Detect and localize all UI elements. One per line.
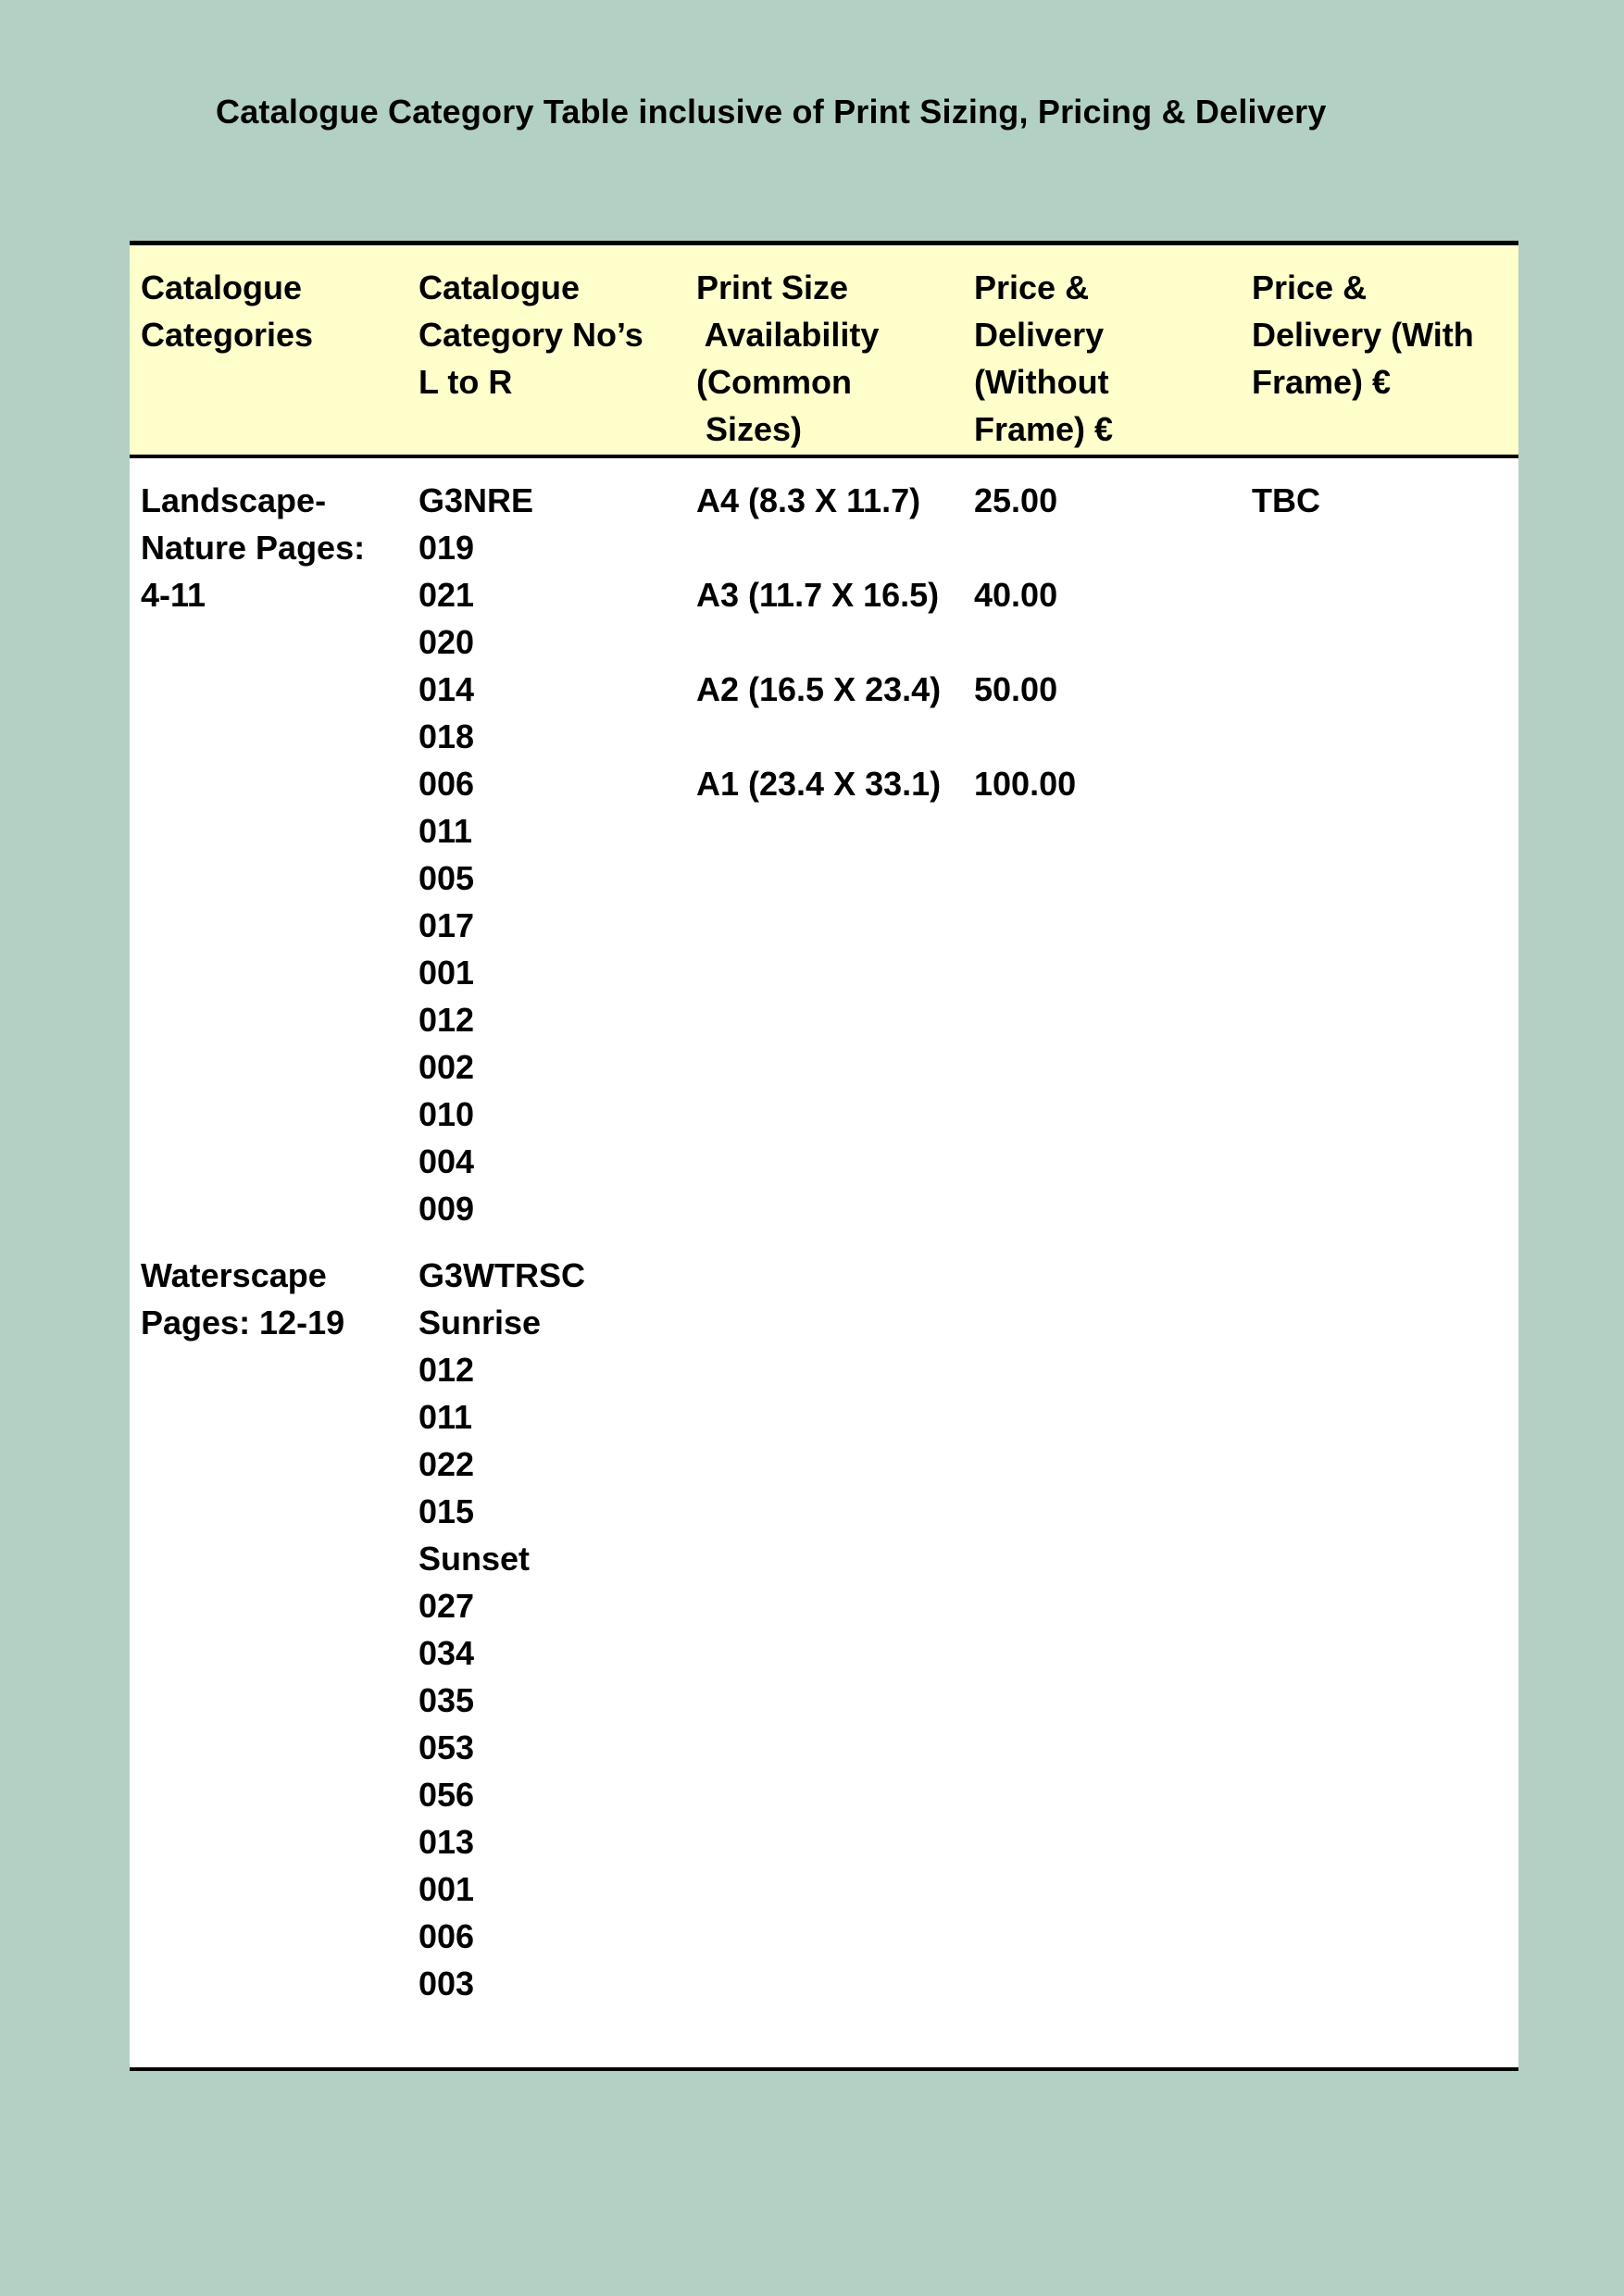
header-line: (Without [974,363,1109,401]
print-size [696,618,965,666]
header-line: L to R [418,363,513,401]
catalogue-number: 001 [418,954,475,992]
catalogue-number: Sunset [418,1540,531,1578]
header-line: Price & [974,268,1090,306]
header-category-numbers [418,264,687,406]
catalogue-number: G3NRE [418,481,534,519]
header-line: Frame) € [974,410,1114,448]
price-without-frame: 100.00 [974,765,1077,803]
header-line: Frame) € [1252,363,1392,401]
price-without-frame: 40.00 [974,576,1058,614]
print-size: A2 (16.5 X 23.4) [696,670,942,708]
catalogue-table [130,241,1518,2071]
catalogue-number: 035 [418,1681,475,1719]
catalogue-number: 001 [418,1870,475,1908]
catalogue-number: G3WTRSC [418,1256,585,1294]
print-size [696,524,965,571]
numbers-cell-landscape [418,477,687,1232]
price-without-frame-cell-landscape [974,477,1243,807]
header-line: Catalogue [418,268,581,306]
price-without-frame [974,618,1243,666]
catalogue-number: 012 [418,1001,475,1039]
catalogue-number: 013 [418,1823,475,1861]
catalogue-number: 022 [418,1445,475,1483]
header-price-without-frame [974,264,1243,453]
page-title: Catalogue Category Table inclusive of Print Sizing, Pricing & Delivery [216,93,1327,131]
header-line: Price & [1252,268,1368,306]
catalogue-number: 006 [418,765,475,803]
catalogue-number: 012 [418,1351,475,1389]
catalogue-number: 011 [418,1398,473,1436]
catalogue-number: 027 [418,1587,475,1625]
price-with-frame: TBC [1252,481,1320,519]
header-line: Catalogue [141,268,303,306]
category-line: Waterscape [141,1256,327,1294]
header-line: Delivery [974,316,1105,354]
catalogue-number: 053 [418,1728,475,1766]
price-without-frame: 50.00 [974,670,1058,708]
catalogue-number: 017 [418,906,475,944]
catalogue-number: 009 [418,1190,475,1228]
category-line: Pages: 12-19 [141,1304,345,1341]
catalogue-number: 021 [418,576,475,614]
print-size: A4 (8.3 X 11.7) [696,481,921,519]
header-print-size [696,264,965,453]
numbers-cell-waterscape [418,1252,687,2007]
catalogue-number: 002 [418,1048,475,1086]
catalogue-number: 018 [418,718,475,755]
category-line: 4-11 [141,576,206,614]
price-with-frame-cell-landscape [1252,477,1516,524]
catalogue-number: Sunrise [418,1304,542,1341]
catalogue-number: 005 [418,859,475,897]
category-line: Nature Pages: [141,529,366,567]
header-line: Category No’s [418,316,643,354]
catalogue-number: 004 [418,1142,475,1180]
header-line: Sizes) [696,410,803,448]
category-line: Landscape- [141,481,327,519]
print-size: A1 (23.4 X 33.1) [696,765,942,803]
header-line: Categories [141,316,314,354]
header-line: Delivery (With [1252,316,1474,354]
catalogue-number: 010 [418,1095,475,1133]
header-line: (Common [696,363,852,401]
print-size: A3 (11.7 X 16.5) [696,576,940,614]
header-line: Print Size [696,268,849,306]
table-header-row [130,245,1518,458]
catalogue-number: 056 [418,1776,475,1814]
category-cell-landscape [141,477,409,618]
print-size [696,713,965,760]
catalogue-number: 006 [418,1917,475,1955]
catalogue-number: 011 [418,812,473,850]
catalogue-number: 015 [418,1492,475,1530]
header-catalogue-categories [141,264,409,358]
category-cell-waterscape [141,1252,409,1346]
sizes-cell-landscape [696,477,965,807]
catalogue-number: 014 [418,670,475,708]
catalogue-number: 034 [418,1634,475,1672]
header-price-with-frame [1252,264,1516,406]
price-without-frame: 25.00 [974,481,1058,519]
header-line: Availability [696,316,880,354]
price-without-frame [974,524,1243,571]
catalogue-number: 020 [418,623,475,661]
catalogue-number: 003 [418,1965,475,2003]
catalogue-number: 019 [418,529,475,567]
price-without-frame [974,713,1243,760]
